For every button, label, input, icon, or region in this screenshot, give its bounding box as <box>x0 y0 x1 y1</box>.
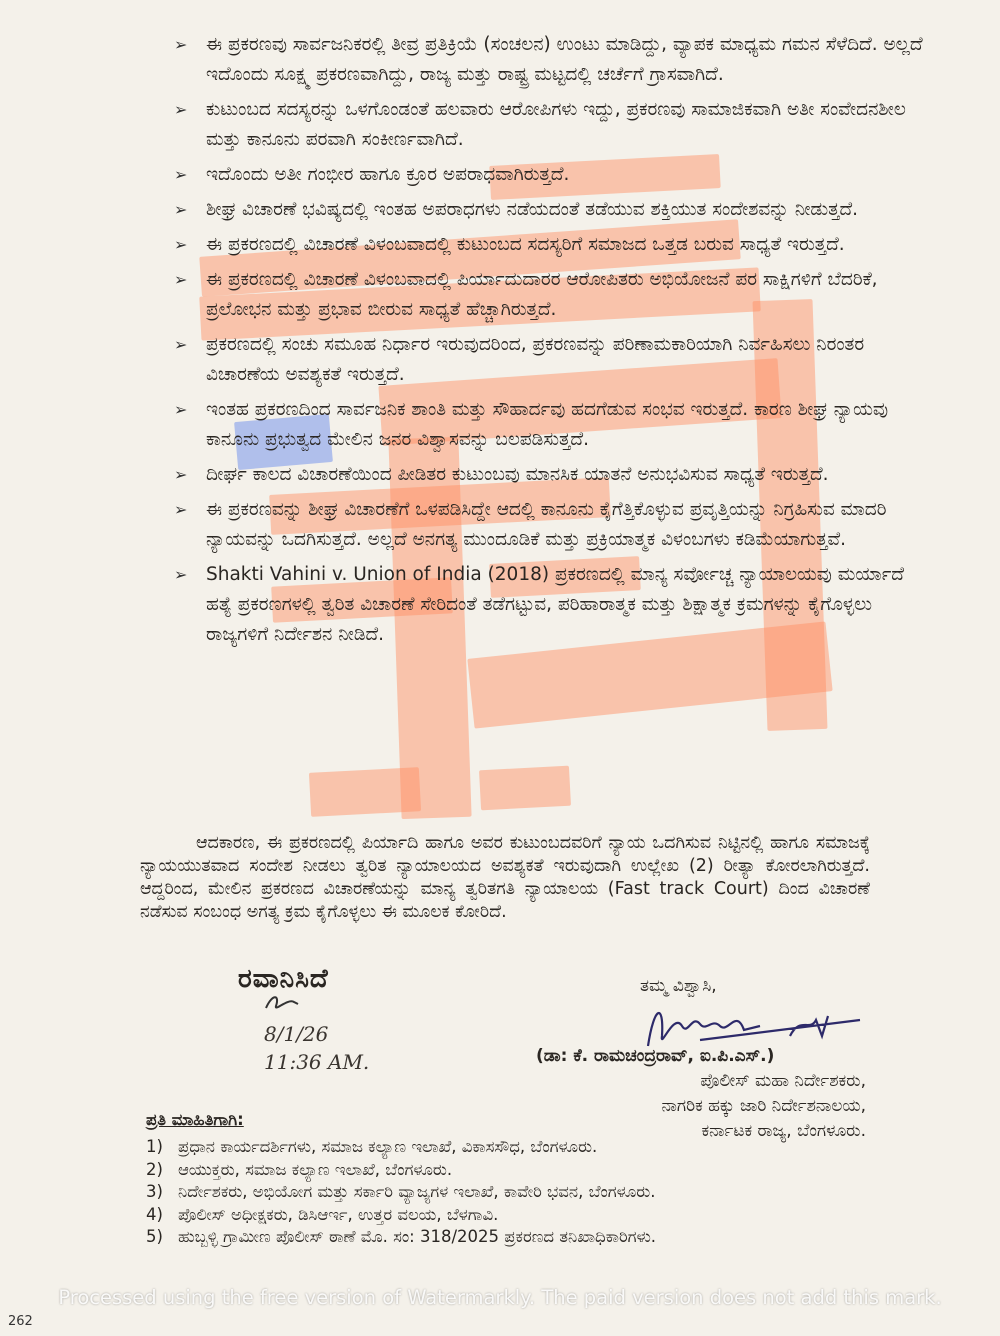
signatory-office: ನಾಗರಿಕ ಹಕ್ಕು ಜಾರಿ ನಿರ್ದೇಶನಾಲಯ, <box>661 1096 866 1116</box>
signatory-name: (ಡಾ: ಕೆ. ರಾಮಚಂದ್ರರಾವ್, ಐ.ಪಿ.ಎಸ್.) <box>536 1046 775 1066</box>
ground-text: Shakti Vahini v. Union of India (2018) ಪ್ರಕರಣದಲ್ಲಿ ಮಾನ್ಯ ಸರ್ವೋಚ್ಚ ನ್ಯಾಯಾಲಯವು ಮರ್ಯಾದೆ ಹತ್ಯೆ ಪ್ರಕರಣಗಳಲ್ಲಿ ತ್ವರಿತ ವಿಚಾರಣೆ ಸೇರಿದಂತೆ ತಡೆಗಟ್ಟುವ, ಪರಿಹಾರಾತ್ಮಕ ಮತ್ತು ಶಿಕ್ಷಾತ್ಮಕ ಕ್ರಮಗಳನ್ನು ಕೈಗೊಳ್ಳಲು ರಾಜ್ಯಗಳಿಗೆ ನಿರ್ದೇಶನ ನೀಡಿದೆ. <box>206 564 904 645</box>
arrow-bullet-icon: ➢ <box>174 200 188 219</box>
ground-item <box>174 95 934 155</box>
ground-text: ಇಂತಹ ಪ್ರಕರಣದಿಂದ ಸಾರ್ವಜನಿಕ ಶಾಂತಿ ಮತ್ತು ಸೌಹಾರ್ದವು ಹದಗೆಡುವ ಸಂಭವ ಇರುತ್ತದೆ. ಕಾರಣ ಶೀಘ್ರ ನ್ಯಾಯವು ಕಾನೂನು ಪ್ರಭುತ್ವದ ಮೇಲಿನ ಜನರ ವಿಶ್ವಾಸವನ್ನು ಬಲಪಡಿಸುತ್ತದೆ. <box>206 399 889 450</box>
ground-text: ದೀರ್ಘ ಕಾಲದ ವಿಚಾರಣೆಯಿಂದ ಪೀಡಿತರ ಕುಟುಂಬವು ಮಾನಸಿಕ ಯಾತನೆ ಅನುಭವಿಸುವ ಸಾಧ್ಯತೆ ಇರುತ್ತದೆ. <box>206 464 829 485</box>
arrow-bullet-icon: ➢ <box>174 335 188 354</box>
received-stamp-label: ರವಾನಿಸಿದೆ <box>238 964 329 994</box>
copy-to-text: ಪ್ರಧಾನ ಕಾರ್ಯದರ್ಶಿಗಳು, ಸಮಾಜ ಕಲ್ಯಾಣ ಇಲಾಖೆ, ವಿಕಾಸಸೌಧ, ಬೆಂಗಳೂರು. <box>178 1137 598 1156</box>
ground-text: ಶೀಘ್ರ ವಿಚಾರಣೆ ಭವಿಷ್ಯದಲ್ಲಿ ಇಂತಹ ಅಪರಾಧಗಳು ನಡೆಯದಂತೆ ತಡೆಯುವ ಶಕ್ತಿಯುತ ಸಂದೇಶವನ್ನು ನೀಡುತ್ತದೆ. <box>206 199 859 220</box>
received-time: 11:36 AM. <box>264 1050 370 1074</box>
copy-to-title: ಪ್ರತಿ ಮಾಹಿತಿಗಾಗಿ: <box>146 1110 244 1129</box>
arrow-bullet-icon: ➢ <box>174 270 188 289</box>
ground-item <box>174 160 934 190</box>
arrow-bullet-icon: ➢ <box>174 565 188 584</box>
arrow-bullet-icon: ➢ <box>174 465 188 484</box>
initials-icon <box>262 990 302 1014</box>
received-date: 8/1/26 <box>264 1022 329 1046</box>
copy-to-item <box>146 1136 866 1159</box>
copy-to-number: 1) <box>146 1137 163 1156</box>
ground-text: ಈ ಪ್ರಕರಣವು ಸಾರ್ವಜನಿಕರಲ್ಲಿ ತೀವ್ರ ಪ್ರತಿಕ್ರಿಯೆ (ಸಂಚಲನ) ಉಂಟು ಮಾಡಿದ್ದು, ವ್ಯಾಪಕ ಮಾಧ್ಯಮ ಗಮನ ಸೆಳೆದಿದೆ. ಅಲ್ಲದೆ ಇದೊಂದು ಸೂಕ್ಷ್ಮ ಪ್ರಕರಣವಾಗಿದ್ದು, ರಾಜ್ಯ ಮತ್ತು ರಾಷ್ಟ್ರ ಮಟ್ಟದಲ್ಲಿ ಚರ್ಚೆಗೆ ಗ್ರಾಸವಾಗಿದೆ. <box>206 34 923 85</box>
copy-to-text: ಹುಬ್ಬಳ್ಳಿ ಗ್ರಾಮೀಣ ಪೊಲೀಸ್ ಠಾಣೆ ಮೊ. ಸಂ: 318/2025 ಪ್ರಕರಣದ ತನಿಖಾಧಿಕಾರಿಗಳು. <box>178 1227 657 1246</box>
ground-item <box>174 265 934 325</box>
copy-to-number: 3) <box>146 1182 163 1201</box>
copy-to-list <box>146 1136 866 1249</box>
copy-to-item <box>146 1226 866 1249</box>
ground-item <box>174 30 934 90</box>
copy-to-number: 5) <box>146 1227 163 1246</box>
ground-item <box>174 395 934 455</box>
ground-item <box>174 330 934 390</box>
ground-text: ಈ ಪ್ರಕರಣದಲ್ಲಿ ವಿಚಾರಣೆ ವಿಳಂಬವಾದಲ್ಲಿ ಪಿರ್ಯಾದುದಾರರ ಆರೋಪಿತರು ಅಭಿಯೋಜನೆ ಪರ ಸಾಕ್ಷಿಗಳಿಗೆ ಬೆದರಿಕೆ, ಪ್ರಲೋಭನ ಮತ್ತು ಪ್ರಭಾವ ಬೀರುವ ಸಾಧ್ಯತೆ ಹೆಚ್ಚಾಗಿರುತ್ತದೆ. <box>206 269 878 320</box>
copy-to-item <box>146 1204 866 1227</box>
highlight-mark <box>309 767 421 817</box>
closing-salutation: ತಮ್ಮ ವಿಶ್ವಾಸಿ, <box>640 976 717 996</box>
copy-to-number: 4) <box>146 1204 163 1224</box>
arrow-bullet-icon: ➢ <box>174 165 188 184</box>
grounds-list <box>174 30 934 655</box>
ground-item <box>174 230 934 260</box>
page-number: 262 <box>8 1314 33 1329</box>
watermark-text: Processed using the free version of Watermarkly. The paid version does not add this mark. <box>58 1286 942 1309</box>
ground-text: ಈ ಪ್ರಕರಣದಲ್ಲಿ ವಿಚಾರಣೆ ವಿಳಂಬವಾದಲ್ಲಿ ಕುಟುಂಬದ ಸದಸ್ಯರಿಗೆ ಸಮಾಜದ ಒತ್ತಡ ಬರುವ ಸಾಧ್ಯತೆ ಇರುತ್ತದೆ. <box>206 234 845 255</box>
signatory-designation: ಪೊಲೀಸ್ ಮಹಾ ನಿರ್ದೇಶಕರು, <box>700 1071 866 1091</box>
arrow-bullet-icon: ➢ <box>174 100 188 119</box>
arrow-bullet-icon: ➢ <box>174 235 188 254</box>
copy-to-text: ನಿರ್ದೇಶಕರು, ಅಭಿಯೋಗ ಮತ್ತು ಸರ್ಕಾರಿ ವ್ಯಾಜ್ಯಗಳ ಇಲಾಖೆ, ಕಾವೇರಿ ಭವನ, ಬೆಂಗಳೂರು. <box>178 1182 656 1201</box>
arrow-bullet-icon: ➢ <box>174 35 188 54</box>
ground-item <box>174 495 934 555</box>
copy-to-section <box>146 1110 866 1249</box>
ground-item <box>174 195 934 225</box>
ground-text: ಪ್ರಕರಣದಲ್ಲಿ ಸಂಚು ಸಮೂಹ ನಿರ್ಧಾರ ಇರುವುದರಿಂದ, ಪ್ರಕರಣವನ್ನು ಪರಿಣಾಮಕಾರಿಯಾಗಿ ನಿರ್ವಹಿಸಲು ನಿರಂತರ ವಿಚಾರಣೆಯ ಅವಶ್ಯಕತೆ ಇರುತ್ತದೆ. <box>206 334 865 385</box>
signatory-location: ಕರ್ನಾಟಕ ರಾಜ್ಯ, ಬೆಂಗಳೂರು. <box>701 1121 866 1141</box>
ground-item <box>174 560 934 650</box>
copy-to-item <box>146 1181 866 1204</box>
ground-text: ಈ ಪ್ರಕರಣವನ್ನು ಶೀಘ್ರ ವಿಚಾರಣೆಗೆ ಒಳಪಡಿಸಿದ್ದೇ ಆದಲ್ಲಿ ಕಾನೂನು ಕೈಗೆತ್ತಿಕೊಳ್ಳುವ ಪ್ರವೃತ್ತಿಯನ್ನು ನಿಗ್ರಹಿಸುವ ಮಾದರಿ ನ್ಯಾಯವನ್ನು ಒದಗಿಸುತ್ತದೆ. ಅಲ್ಲದೆ ಅನಗತ್ಯ ಮುಂದೂಡಿಕೆ ಮತ್ತು ಪ್ರಕ್ರಿಯಾತ್ಮಕ ವಿಳಂಬಗಳು ಕಡಿಮೆಯಾಗುತ್ತವೆ. <box>206 499 887 550</box>
arrow-bullet-icon: ➢ <box>174 500 188 519</box>
copy-to-item <box>146 1159 866 1182</box>
highlight-mark <box>479 766 571 811</box>
copy-to-text: ಆಯುಕ್ತರು, ಸಮಾಜ ಕಲ್ಯಾಣ ಇಲಾಖೆ, ಬೆಂಗಳೂರು. <box>178 1159 453 1179</box>
arrow-bullet-icon: ➢ <box>174 400 188 419</box>
copy-to-number: 2) <box>146 1159 163 1179</box>
ground-text: ಕುಟುಂಬದ ಸದಸ್ಯರನ್ನು ಒಳಗೊಂಡಂತೆ ಹಲವಾರು ಆರೋಪಿಗಳು ಇದ್ದು, ಪ್ರಕರಣವು ಸಾಮಾಜಿಕವಾಗಿ ಅತೀ ಸಂವೇದನಶೀಲ ಮತ್ತು ಕಾನೂನು ಪರವಾಗಿ ಸಂಕೀರ್ಣವಾಗಿದೆ. <box>206 99 906 150</box>
ground-item <box>174 460 934 490</box>
ground-text: ಇದೊಂದು ಅತೀ ಗಂಭೀರ ಹಾಗೂ ಕ್ರೂರ ಅಪರಾಧವಾಗಿರುತ್ತದೆ. <box>206 164 570 185</box>
conclusion-paragraph: ಆದಕಾರಣ, ಈ ಪ್ರಕರಣದಲ್ಲಿ ಪಿರ್ಯಾದಿ ಹಾಗೂ ಅವರ ಕುಟುಂಬದವರಿಗೆ ನ್ಯಾಯ ಒದಗಿಸುವ ನಿಟ್ಟಿನಲ್ಲಿ ಹಾಗೂ ಸಮಾಜಕ್ಕೆ ನ್ಯಾಯಯುತವಾದ ಸಂದೇಶ ನೀಡಲು ತ್ವರಿತ ನ್ಯಾಯಾಲಯದ ಅವಶ್ಯಕತೆ ಇರುವುದಾಗಿ ಉಲ್ಲೇಖ (2) ರೀತ್ಯಾ ಕೋರಲಾಗಿರುತ್ತದೆ. ಆದ್ದರಿಂದ, ಮೇಲಿನ ಪ್ರಕರಣದ ವಿಚಾರಣೆಯನ್ನು ಮಾನ್ಯ ತ್ವರಿತಗತಿ ನ್ಯಾಯಾಲಯ (Fast track Court) ದಿಂದ ವಿಚಾರಣೆ ನಡೆಸುವ ಸಂಬಂಧ ಅಗತ್ಯ ಕ್ರಮ ಕೈಗೊಳ್ಳಲು ಈ ಮೂಲಕ ಕೋರಿದೆ. <box>140 833 870 922</box>
copy-to-text: ಪೊಲೀಸ್ ಅಧೀಕ್ಷಕರು, ಡಿಸಿಆರ್ಇ, ಉತ್ತರ ವಲಯ, ಬೆಳಗಾವಿ. <box>178 1204 499 1224</box>
